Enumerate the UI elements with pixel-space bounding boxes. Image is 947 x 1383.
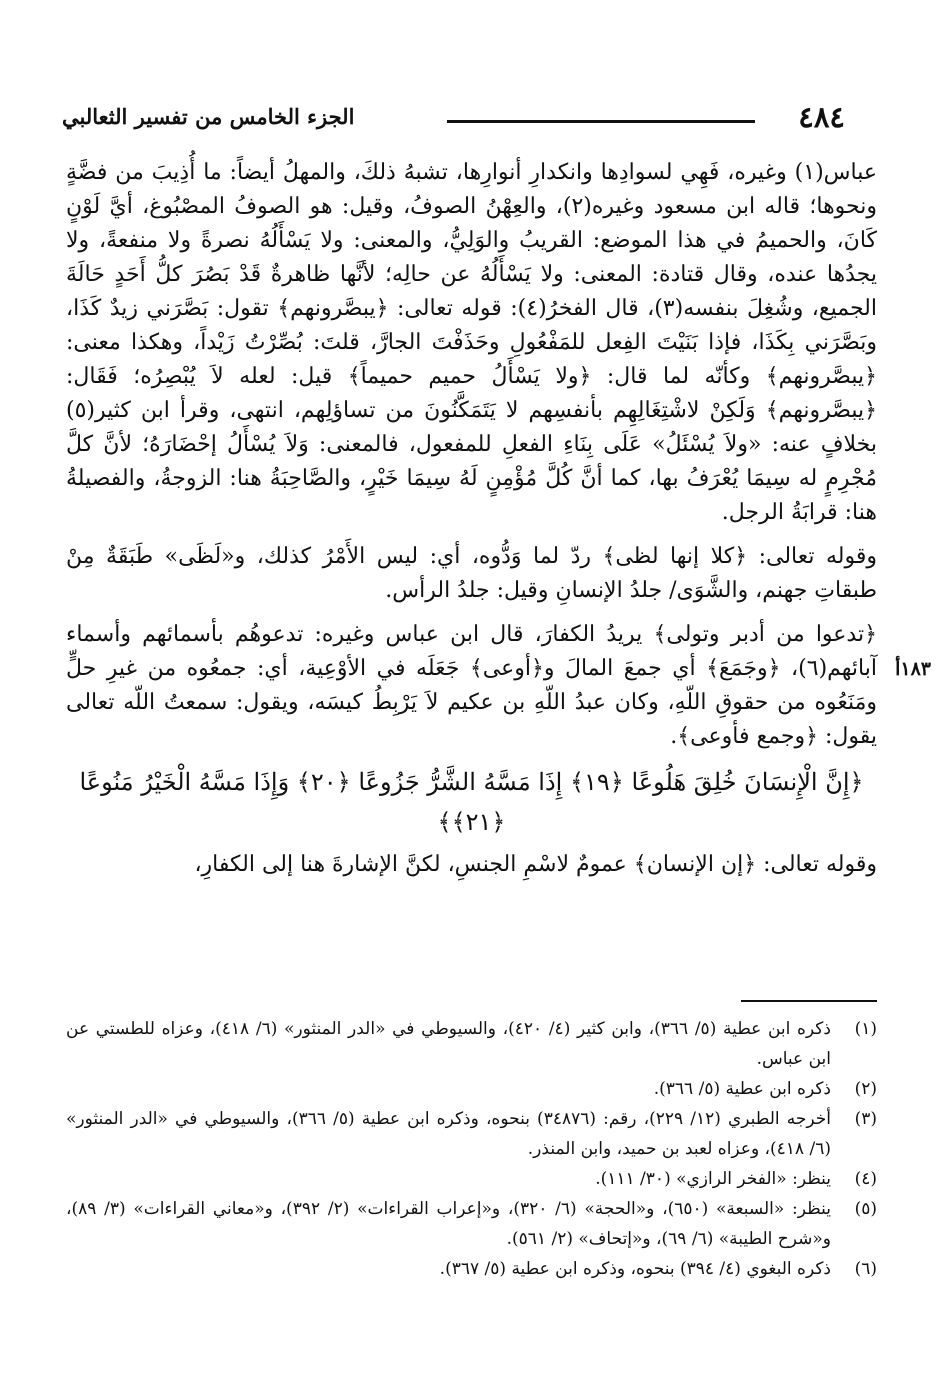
footnote-text: أخرجه الطبري (١٢/ ٢٢٩)، رقم: (٣٤٨٧٦) بنحوه، وذكره ابن عطية (٥/ ٣٦٦)، والسيوطي في «الدر المنثور» (٦/ ٤١٨)، وعزاه لعبد بن حميد، وابن المنذر. <box>66 1109 831 1159</box>
footnote-number: (٤) <box>854 1169 877 1189</box>
header-rule <box>447 120 755 123</box>
running-title: الجزء الخامس من تفسير الثعالبي <box>62 104 355 129</box>
footnote-item <box>66 1164 877 1194</box>
footnote-number: (١) <box>854 1019 877 1039</box>
footnote-text: ذكره ابن عطية (٥/ ٣٦٦)، وابن كثير (٤/ ٤٢٠)، والسيوطي في «الدر المنثور» (٦/ ٤١٨)، وعزاه للطستي عن ابن عباس. <box>66 1019 831 1069</box>
footnote-separator <box>741 1000 877 1002</box>
manuscript-folio-marker: ١٨٣أ <box>895 658 931 680</box>
paragraph-4: وقوله تعالى: ﴿إن الإنسان﴾ عمومٌ لاسْمِ الجنسِ، لكنَّ الإشارةَ هنا إلى الكفارِ، <box>194 852 877 877</box>
footnote-number: (٢) <box>854 1079 877 1099</box>
page-number: ٤٨٤ <box>798 100 845 134</box>
footnote-text: ذكره البغوي (٤/ ٣٩٤) بنحوه، وذكره ابن عطية (٥/ ٣٦٧). <box>439 1259 831 1279</box>
quran-verse: ﴿إِنَّ الْإِنسَانَ خُلِقَ هَلُوعًا ﴿١٩﴾ إِذَا مَسَّهُ الشَّرُّ جَزُوعًا ﴿٢٠﴾ وَإِذَا مَسَّهُ الْخَيْرُ مَنُوعًا ﴿٢١﴾﴾ <box>79 768 864 836</box>
footnote-text: ينظر: «الفخر الرازي» (٣٠/ ١١١). <box>595 1169 831 1189</box>
paragraph-1: عباس(١) وغيره، فَهِي لسوادِها وانكدارِ أنوارِها، تشبهُ ذلكَ، والمهلُ أيضاً: ما أُذِيبَ من فضَّةٍ ونحوها؛ قاله ابن مسعود وغيره(٢)، والعِهْنُ الصوفُ، وقيل: هو الصوفُ المصْبُوغ، أيَّ لَوْنٍ كَانَ، والحميمُ في هذا الموضع: القريبُ والوَلِيُّ، والمعنى: ولا يَسْأَلُهُ نصرةً ولا منفعةً، ولا يجدُها عنده، وقال قتادة: المعنى: ولا يَسْأَلُهُ عن حالِه؛ لأنَّها ظاهرةٌ قَدْ بَصُرَ كلُّ أَحَدٍ حَالَةَ الجميع، وشُغِلَ بنفسه(٣)، قال الفخرُ(٤): قوله تعالى: ﴿يبصَّرونهم﴾ تقول: بَصَّرَني زيدٌ كَذَا، وبَصَّرَني بِكَذَا، فإذا بَنَيْتَ الفِعل للمَفْعُولِ وحَذَفْتَ الجارَّ، قلتَ: بُصِّرْتُ زَيْداً، وهكذا معنى: ﴿يبصَّرونهم﴾ وكأنّه لما قال: ﴿ولا يَسْأَلُ حميم حميماً﴾ قيل: لعله لاَ يُبْصِرُه؛ فَقَال: ﴿يبصَّرونهم﴾ وَلَكِنْ لاشْتِغَالِهِم بأنفسِهم لا يَتَمَكَّنُونَ من تساؤلِهم، انتهى، وقرأ ابن كثير(٥) بخلافٍ عنه: «ولاَ يُسْئَلُ» عَلَى بِنَاءِ الفعلِ للمفعول، فالمعنى: وَلاَ يُسْأَلُ إحْضَارَهُ؛ لأنَّ كلَّ مُجْرِمٍ له سِيمَا يُعْرَفُ بها، كما أنَّ كُلَّ مُؤْمِنٍ لَهُ سِيمَا خَيْرٍ، والصَّاحِبَةُ هنا: الزوجةُ، والفصيلةُ هنا: قرابَةُ الرجل. <box>66 160 877 525</box>
footnote-item <box>66 1254 877 1284</box>
footnote-text: ينظر: «السبعة» (٦٥٠)، و«الحجة» (٦/ ٣٢٠)، و«إعراب القراءات» (٢/ ٣٩٢)، و«معاني القراءات» (٣/ ٨٩)، و«شرح الطيبة» (٦/ ٦٩)، و«إتحاف» (٢/ ٥٦١). <box>66 1199 831 1249</box>
footnote-text: ذكره ابن عطية (٥/ ٣٦٦). <box>653 1079 831 1099</box>
footnote-number: (٦) <box>854 1259 877 1279</box>
footnote-number: (٣) <box>854 1109 877 1129</box>
paragraph-2: وقوله تعالى: ﴿كلا إنها لظى﴾ ردّ لما وَدُّوه، أي: ليس الأَمْرُ كذلك، و«لَظَى» طَبَقَةٌ مِنْ طبقاتِ جهنم، والشَّوَى/ جلدُ الإنسانِ وقيل: جلدُ الرأس. <box>66 544 877 603</box>
footnote-number: (٥) <box>854 1199 877 1219</box>
main-text <box>66 156 877 882</box>
footnote-item <box>66 1104 877 1164</box>
footnotes <box>66 1014 877 1284</box>
footnote-item <box>66 1014 877 1074</box>
paragraph-3: ﴿تدعوا من أدبر وتولى﴾ يريدُ الكفارَ، قال ابن عباس وغيره: تدعوهُم بأسمائهم وأسماء آبائهم(٦)، ﴿وجَمَعَ﴾ أي جمعَ المالَ و﴿أوعى﴾ جَعَلَه في الأوْعِية، أي: جمعُوه من غيرِ حلٍّ ومَنَعُوه من حقوقِ اللّهِ، وكان عبدُ اللّهِ بن عكيم لاَ يَرْبِطُ كيسَه، ويقول: سمعتُ اللّه تعالى يقول: ﴿وجمع فأوعى﴾. <box>66 622 877 749</box>
footnote-item <box>66 1194 877 1254</box>
footnote-item <box>66 1074 877 1104</box>
page-header <box>62 100 845 134</box>
